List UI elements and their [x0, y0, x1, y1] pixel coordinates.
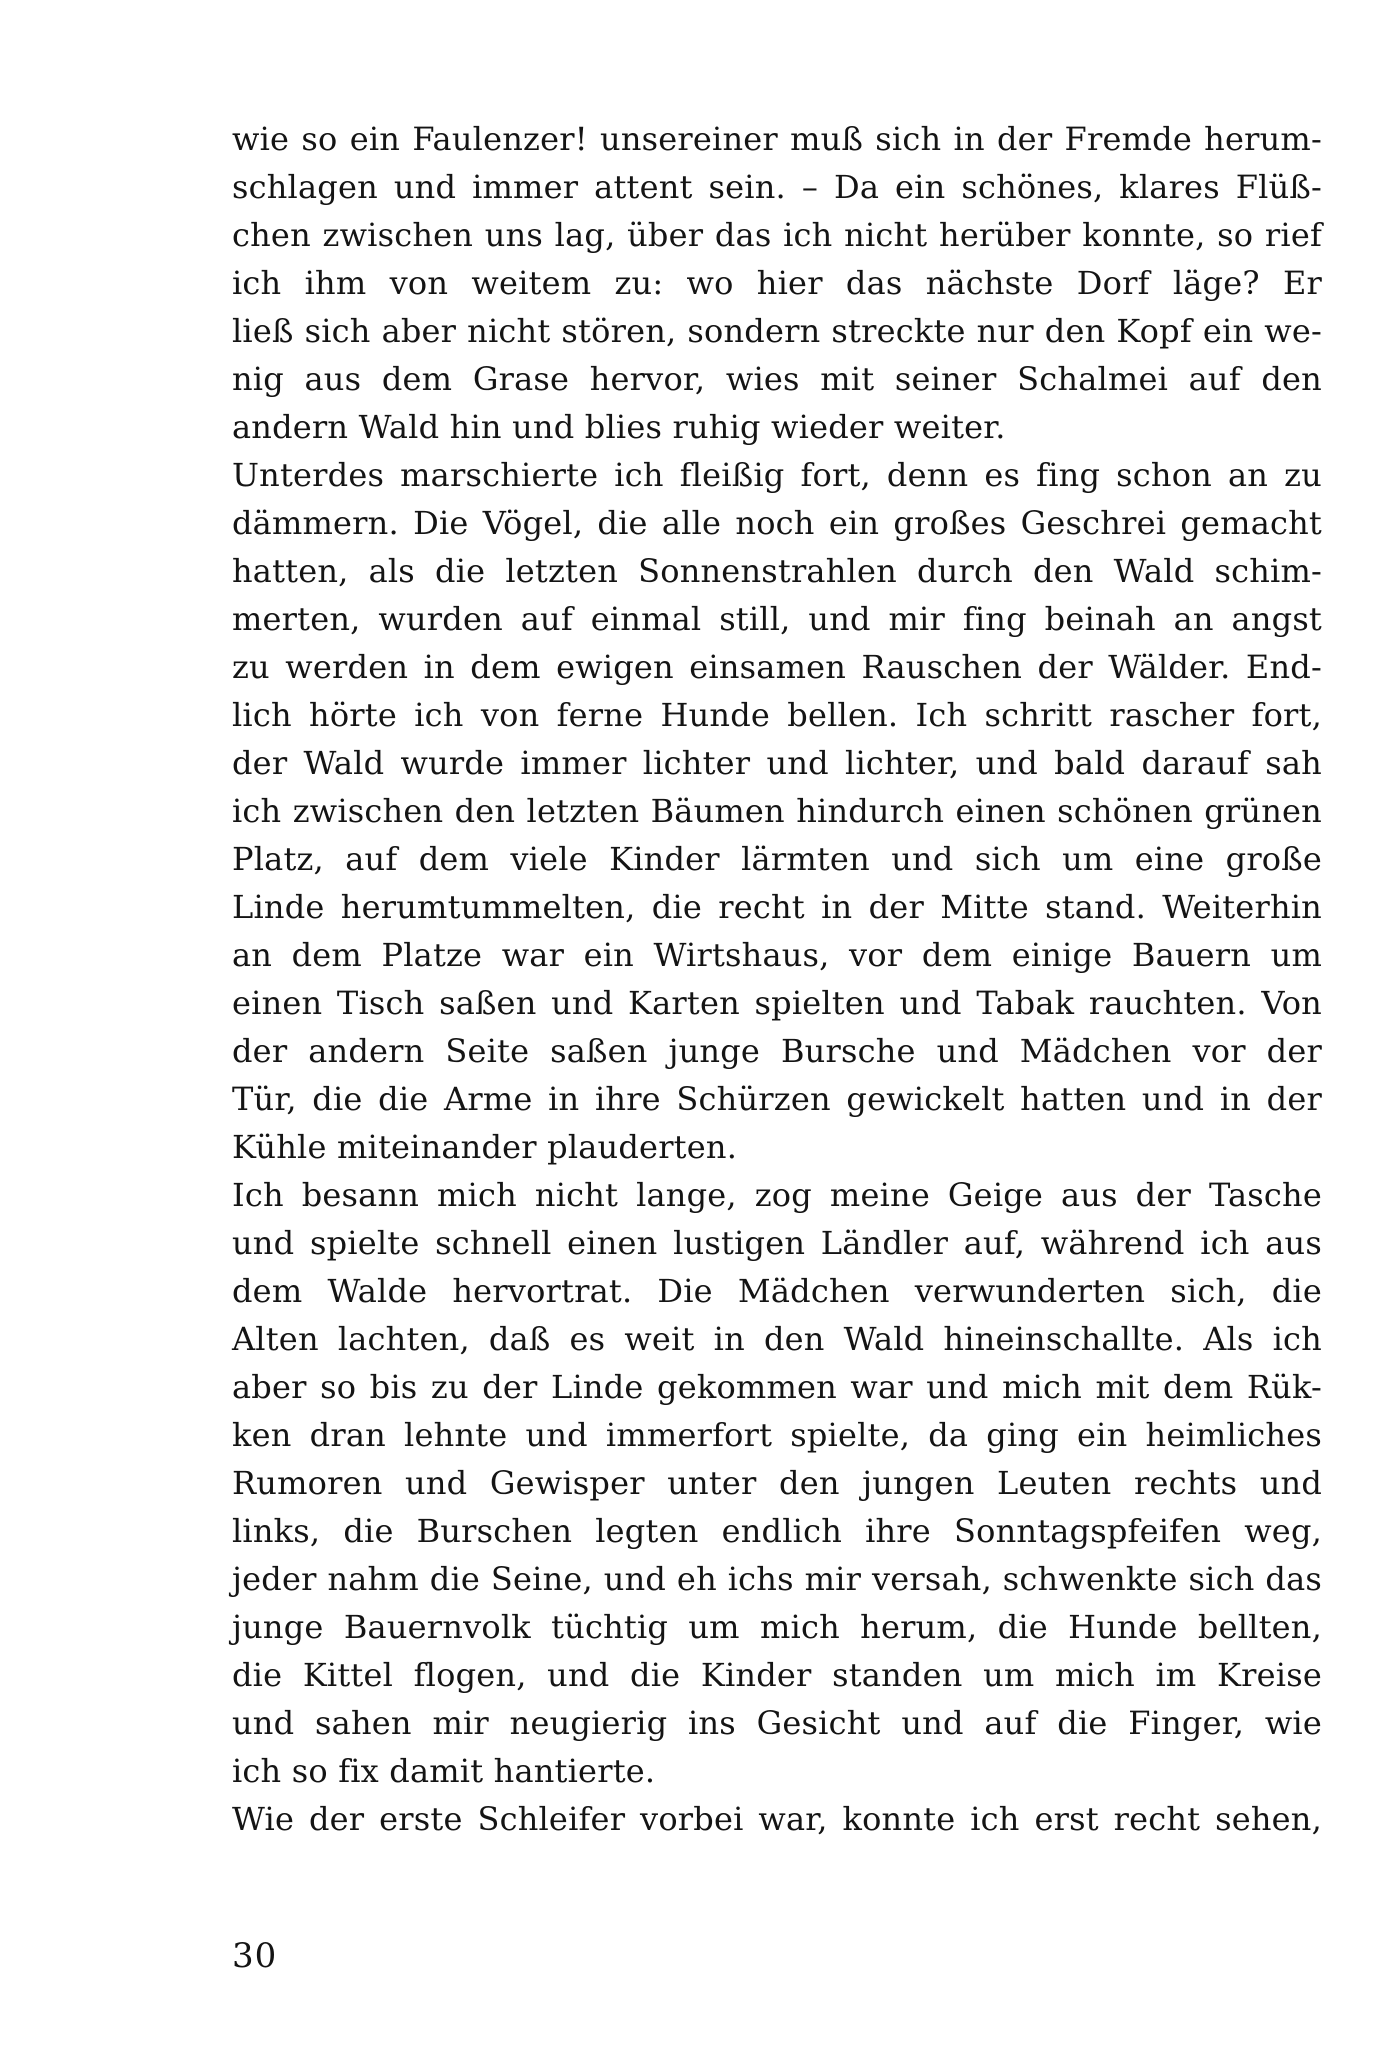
text-line: ken dran lehnte und immerfort spielte, da ging ein heimliches	[232, 1416, 1322, 1454]
text-line: ich ihm von weitem zu: wo hier das nächste Dorf läge? Er	[232, 264, 1322, 302]
text-line: junge Bauernvolk tüchtig um mich herum, die Hunde bellten,	[232, 1608, 1322, 1646]
text-line: ließ sich aber nicht stören, sondern streckte nur den Kopf ein we-	[232, 312, 1322, 350]
text-line: einen Tisch saßen und Karten spielten und Tabak rauchten. Von	[232, 984, 1322, 1022]
text-line: dem Walde hervortrat. Die Mädchen verwunderten sich, die	[232, 1272, 1322, 1310]
text-line: und spielte schnell einen lustigen Ländler auf, während ich aus	[232, 1224, 1322, 1262]
text-line: nig aus dem Grase hervor, wies mit seiner Schalmei auf den	[232, 360, 1322, 398]
text-line: die Kittel flogen, und die Kinder standen um mich im Kreise	[232, 1656, 1322, 1694]
text-line: dämmern. Die Vögel, die alle noch ein großes Geschrei gemacht	[232, 504, 1322, 542]
page-number: 30	[232, 1936, 278, 1976]
text-line: andern Wald hin und blies ruhig wieder weiter.	[232, 408, 1006, 446]
text-line: aber so bis zu der Linde gekommen war und mich mit dem Rük-	[232, 1368, 1322, 1406]
text-line: Ich besann mich nicht lange, zog meine Geige aus der Tasche	[232, 1176, 1322, 1214]
text-line: Wie der erste Schleifer vorbei war, konnte ich erst recht sehen,	[232, 1800, 1322, 1838]
text-line: merten, wurden auf einmal still, und mir fing beinah an angst	[232, 600, 1322, 638]
text-line: ich zwischen den letzten Bäumen hindurch einen schönen grünen	[232, 792, 1322, 830]
text-line: Linde herumtummelten, die recht in der Mitte stand. Weiterhin	[232, 888, 1322, 926]
text-line: jeder nahm die Seine, und eh ichs mir versah, schwenkte sich das	[232, 1560, 1322, 1598]
text-line: Kühle miteinander plauderten.	[232, 1128, 738, 1166]
text-line: lich hörte ich von ferne Hunde bellen. Ich schritt rascher fort,	[232, 696, 1322, 734]
text-line: und sahen mir neugierig ins Gesicht und auf die Finger, wie	[232, 1704, 1322, 1742]
text-line: an dem Platze war ein Wirtshaus, vor dem einige Bauern um	[232, 936, 1322, 974]
text-line: Unterdes marschierte ich fleißig fort, denn es fing schon an zu	[232, 456, 1322, 494]
text-line: Platz, auf dem viele Kinder lärmten und sich um eine große	[232, 840, 1322, 878]
text-line: der andern Seite saßen junge Bursche und Mädchen vor der	[232, 1032, 1322, 1070]
text-line: Rumoren und Gewisper unter den jungen Leuten rechts und	[232, 1464, 1322, 1502]
text-line: Tür, die die Arme in ihre Schürzen gewickelt hatten und in der	[232, 1080, 1322, 1118]
text-line: der Wald wurde immer lichter und lichter, und bald darauf sah	[232, 744, 1322, 782]
text-line: links, die Burschen legten endlich ihre Sonntagspfeifen weg,	[232, 1512, 1322, 1550]
text-line: schlagen und immer attent sein. – Da ein schönes, klares Flüß-	[232, 168, 1322, 206]
text-line: hatten, als die letzten Sonnenstrahlen durch den Wald schim-	[232, 552, 1322, 590]
text-line: chen zwischen uns lag, über das ich nicht herüber konnte, so rief	[232, 216, 1322, 254]
text-line: zu werden in dem ewigen einsamen Rauschen der Wälder. End-	[232, 648, 1322, 686]
text-line: ich so fix damit hantierte.	[232, 1752, 656, 1790]
text-line: wie so ein Faulenzer! unsereiner muß sich in der Fremde herum-	[232, 120, 1322, 158]
text-line: Alten lachten, daß es weit in den Wald hineinschallte. Als ich	[232, 1320, 1322, 1358]
